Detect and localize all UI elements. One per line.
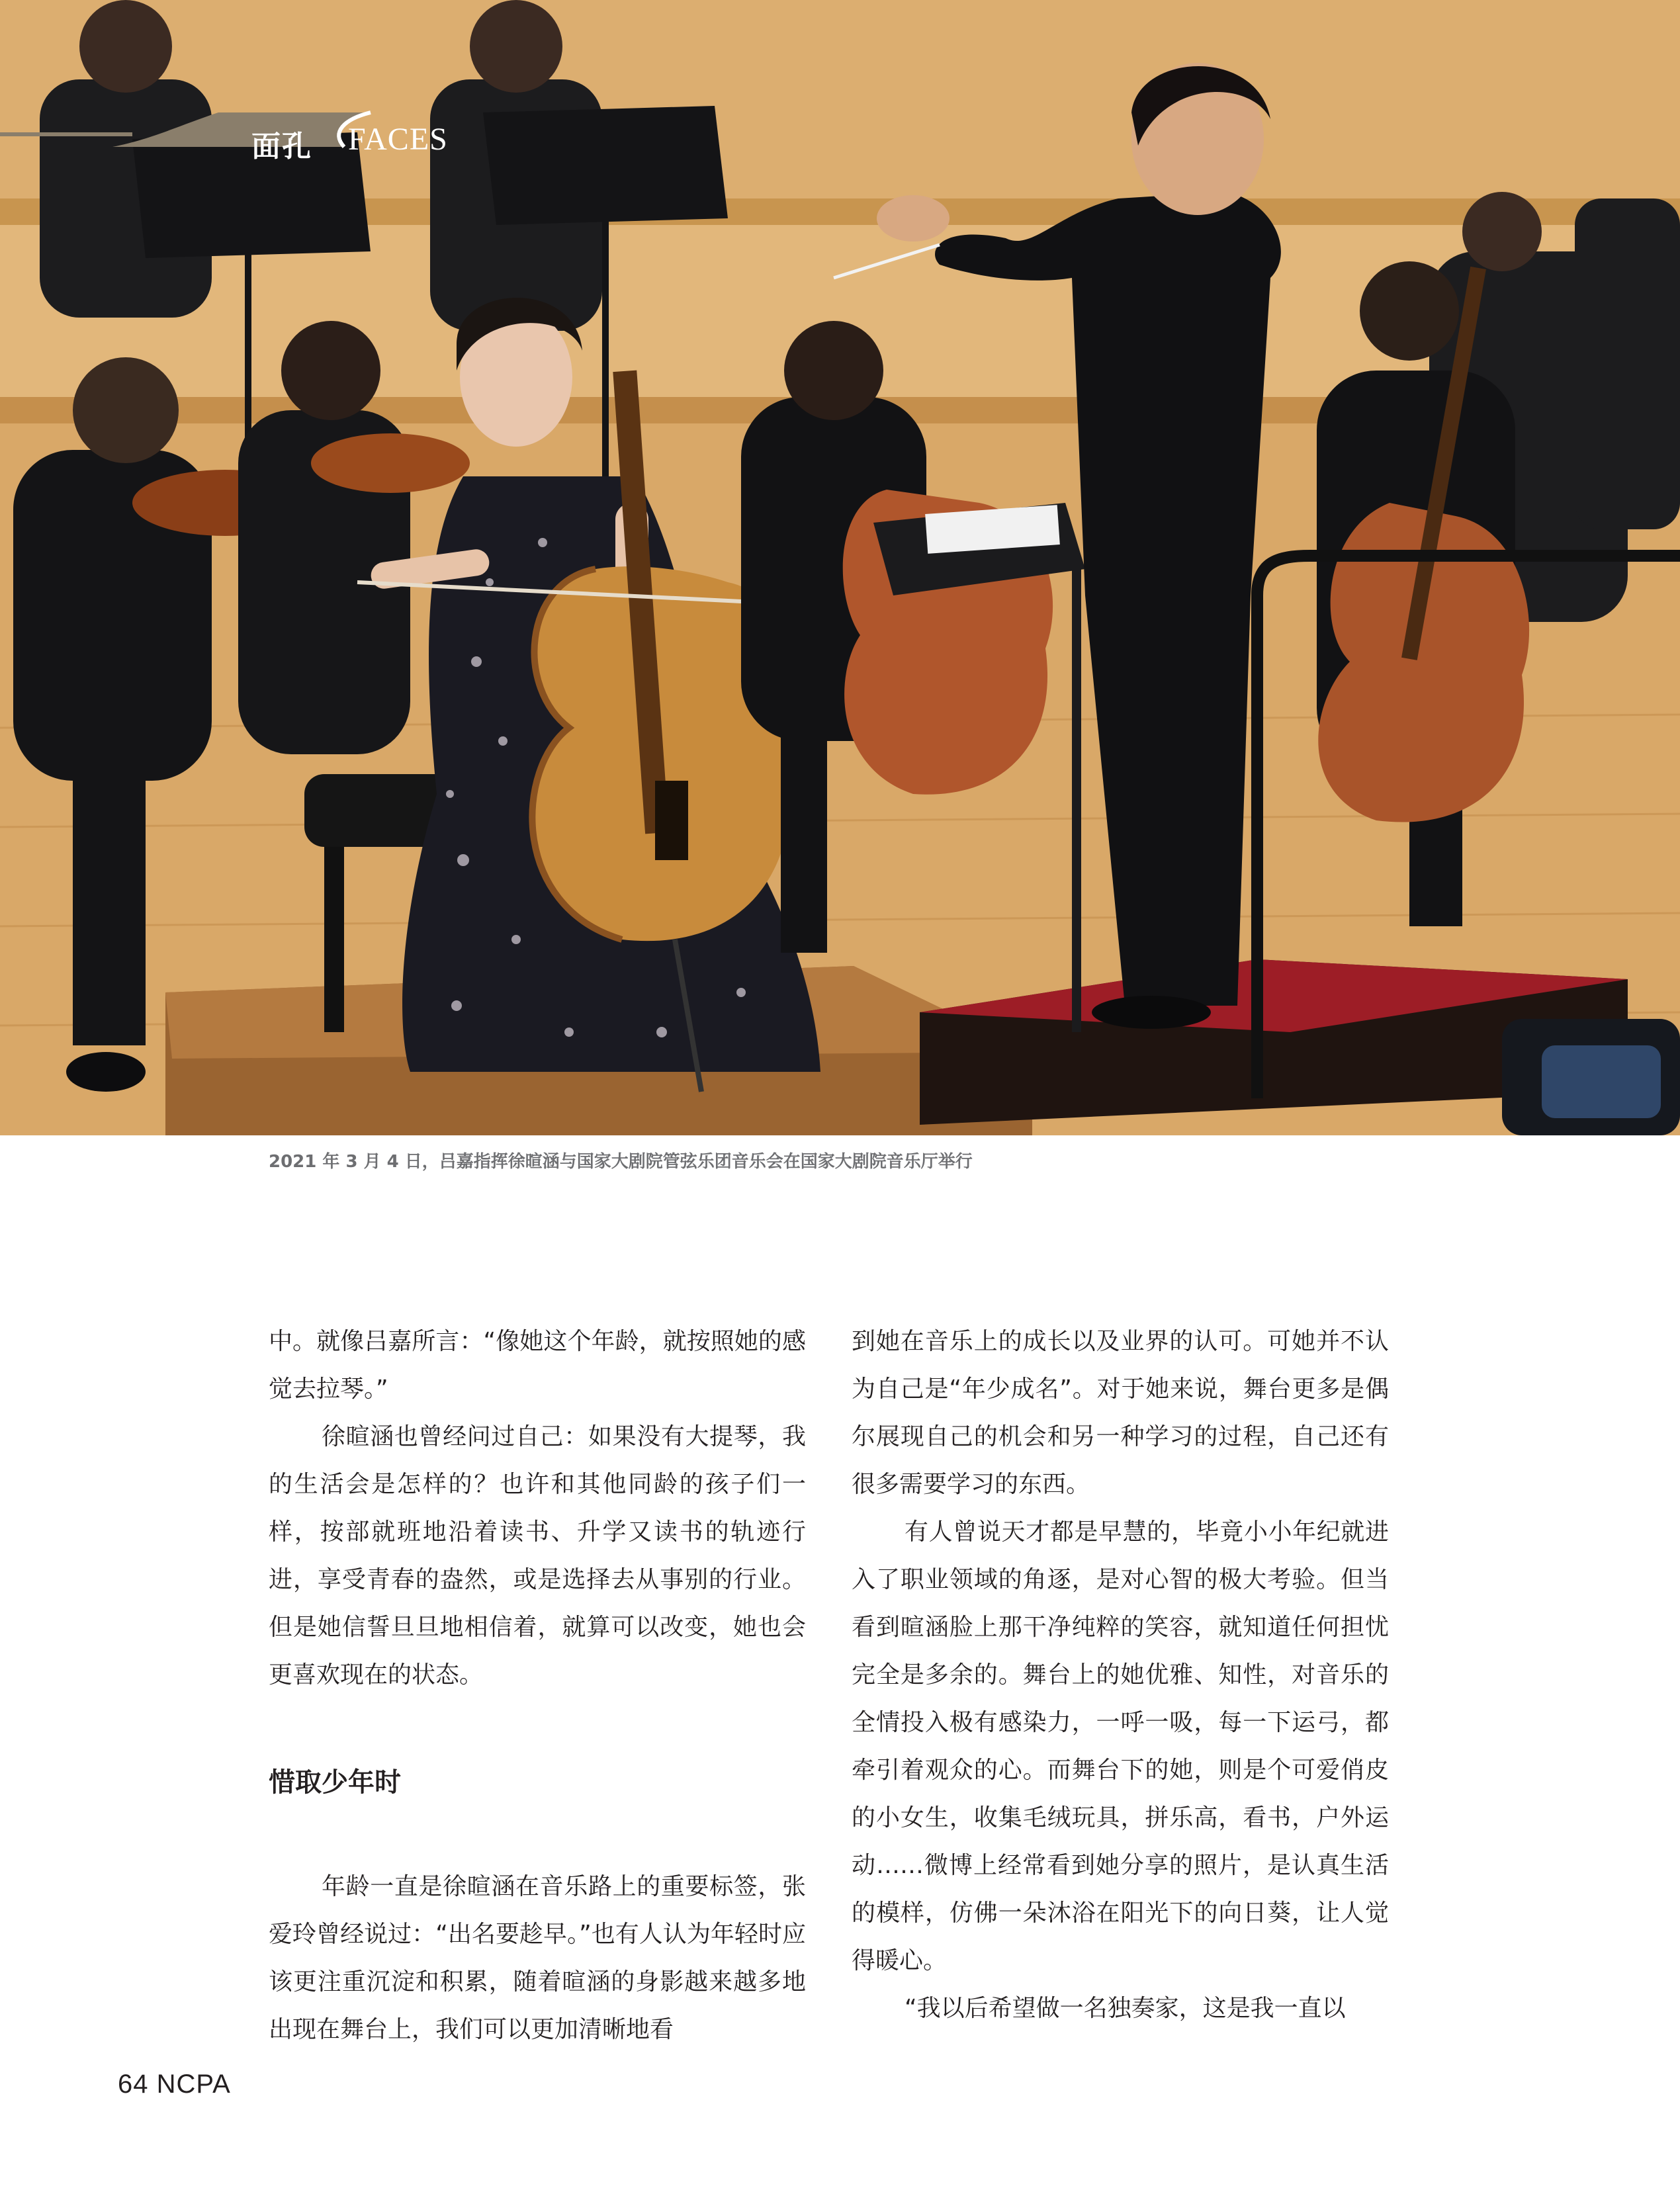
paragraph: 徐暄涵也曾经问过自己：如果没有大提琴，我的生活会是怎样的？也许和其他同龄的孩子们一样，按部就班地沿着读书、升学又读书的轨迹行进，享受青春的盎然，或是选择去从事别的行业。但是她信誓旦旦地相信着，就算可以改变，她也会更喜欢现在的状态。 <box>269 1423 806 1688</box>
section-label-en: FACES <box>348 122 448 157</box>
paragraph: 到她在音乐上的成长以及业界的认可。可她并不认为自己是“年少成名”。对于她来说，舞台更多是偶尔展现自己的机会和另一种学习的过程，自己还有很多需要学习的东西。 <box>852 1328 1389 1498</box>
magazine-name: NCPA <box>156 2070 231 2099</box>
section-label-cn: 面孔 <box>251 130 312 163</box>
paragraph: 有人曾说天才都是早慧的，毕竟小小年纪就进入了职业领域的角逐，是对心智的极大考验。但当看到暄涵脸上那干净纯粹的笑容，就知道任何担忧完全是多余的。舞台上的她优雅、知性，对音乐的全情投入极有感染力，一呼一吸，每一下运弓，都牵引着观众的心。而舞台下的她，则是个可爱俏皮的小女生，收集毛绒玩具，拼乐高，看书，户外运动……微博上经常看到她分享的照片，是认真生活的模样，仿佛一朵沐浴在阳光下的向日葵，让人觉得暖心。 <box>852 1518 1389 1974</box>
paragraph: “我以后希望做一名独奏家，这是我一直以 <box>905 1995 1346 2022</box>
right-column <box>852 1318 1389 2033</box>
left-column <box>269 1318 806 2054</box>
paragraph: 中。就像吕嘉所言：“像她这个年龄，就按照她的感觉去拉琴。” <box>269 1328 806 1403</box>
paragraph: 年龄一直是徐暄涵在音乐路上的重要标签，张爱玲曾经说过：“出名要趁早。”也有人认为年轻时应该更注重沉淀和积累，随着暄涵的身影越来越多地出现在舞台上，我们可以更加清晰地看 <box>269 1873 806 2043</box>
page-number: 64 <box>118 2070 149 2099</box>
page-folio <box>118 2070 231 2099</box>
photo-caption: 2021 年 3 月 4 日，吕嘉指挥徐暄涵与国家大剧院管弦乐团音乐会在国家大剧院音乐厅举行 <box>269 1152 973 1172</box>
section-heading: 惜取少年时 <box>269 1767 401 1798</box>
